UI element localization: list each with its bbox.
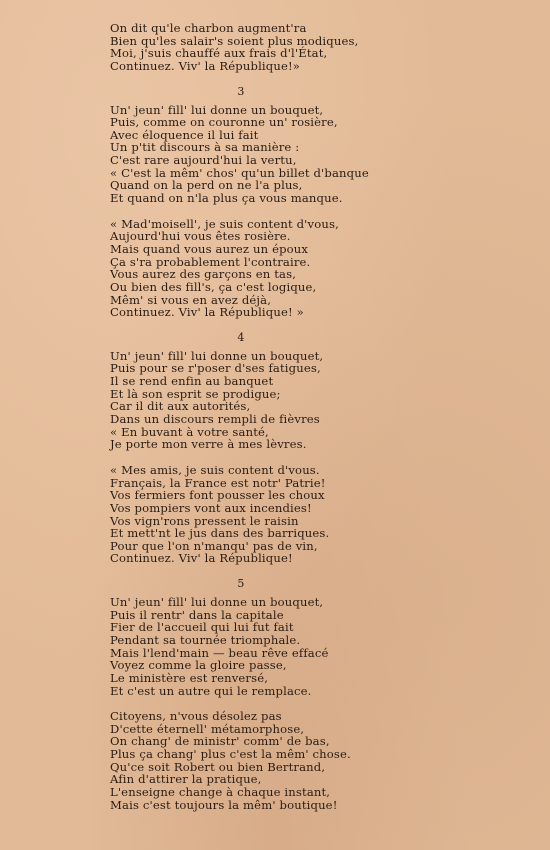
verse-line: On dit qu'le charbon augment'ra [110, 21, 307, 35]
stanza [110, 22, 530, 73]
verse-line: Continuez. Viv' la République!» [110, 58, 301, 73]
verse-line: Avec éloquence il lui fait [110, 127, 259, 142]
verse-line: Mais quand vous aurez un époux [110, 241, 309, 256]
verse-line: Ou bien des fill's, ça c'est logique, [110, 279, 317, 294]
stanza [110, 464, 530, 565]
verse-line: Pendant sa tournée triomphale. [110, 632, 301, 647]
verse-line: Un' jeun' fill' lui donne un bouquet, [110, 595, 324, 610]
verse-line: Moi, j'suis chauffé aux frais d'l'État, [110, 46, 328, 61]
stanza [110, 596, 530, 697]
verse-line: On chang' de ministr' comm' de bas, [110, 734, 330, 749]
verse-line: Puis, comme on couronne un' rosière, [110, 115, 338, 130]
verse-line: Dans un discours rempli de fièvres [110, 412, 320, 427]
stanza [110, 710, 530, 811]
verse-line: Vous aurez des garçons en tas, [110, 267, 297, 282]
verse-line: Puis pour se r'poser d'ses fatigues, [110, 361, 321, 376]
verse-line: Pour que l'on n'manqu' pas de vin, [110, 538, 318, 553]
verse-line: D'cette éternell' métamorphose, [110, 721, 305, 736]
verse-line: Et là son esprit se prodigue; [110, 386, 281, 401]
verse-line: Je porte mon verre à mes lèvres. [110, 437, 307, 452]
stanza-number: 5 [237, 577, 245, 591]
verse-line: Afin d'attirer la pratique, [110, 772, 262, 787]
verse-line: Quand on la perd on ne l'a plus, [110, 178, 303, 193]
verse-line: Et quand on n'la plus ça vous manque. [110, 191, 343, 206]
verse-line: Mêm' si vous en avez déjà, [110, 292, 272, 307]
verse-line: Fier de l'accueil qui lui fut fait [110, 620, 294, 635]
verse-line: Vos fermiers font pousser les choux [110, 488, 325, 503]
verse-line: Et mett'nt le jus dans des barriques. [110, 526, 330, 541]
stanza-number: 4 [237, 330, 245, 344]
verse-line: Mais l'lend'main — beau rêve effacé [110, 645, 329, 660]
verse-line: Français, la France est notr' Patrie! [110, 475, 326, 490]
verse-line: C'est rare aujourd'hui la vertu, [110, 153, 297, 168]
verse-line: Continuez. Viv' la République! » [110, 305, 304, 320]
verse-line: « Mad'moisell', je suis content d'vous, [110, 216, 339, 231]
verse-line: Car il dit aux autorités, [110, 399, 251, 414]
stanza [110, 218, 530, 319]
verse-line: Qu'ce soit Robert ou bien Bertrand, [110, 759, 326, 774]
verse-line: « Mes amis, je suis content d'vous. [110, 462, 320, 477]
verse-line: Vos vign'rons pressent le raisin [110, 513, 299, 528]
verse-line: Continuez. Viv' la République! [110, 551, 293, 566]
verse-line: Vos pompiers vont aux incendies! [110, 500, 312, 515]
verse-line: Un p'tit discours à sa manière : [110, 140, 300, 155]
verse-line: Bien qu'les salair's soient plus modiques, [110, 33, 359, 48]
verse-line: Mais c'est toujours la mêm' boutique! [110, 797, 338, 812]
verse-line: Un' jeun' fill' lui donne un bouquet, [110, 348, 324, 363]
verse-line: Voyez comme la gloire passe, [110, 658, 287, 673]
verse-line: Plus ça chang' plus c'est la mêm' chose. [110, 747, 351, 762]
verse-line: L'enseigne change à chaque instant, [110, 785, 331, 800]
stanza [110, 350, 530, 451]
verse-line: Et c'est un autre qui le remplace. [110, 683, 312, 698]
verse-line: Le ministère est renversé, [110, 670, 269, 685]
verse-line: « En buvant à votre santé, [110, 424, 269, 439]
verse-line: Il se rend enfin au banquet [110, 374, 274, 389]
verse-line: Ça s'ra probablement l'contraire. [110, 254, 311, 269]
verse-line: « C'est la mêm' chos' qu'un billet d'banque [110, 165, 369, 180]
stanza [110, 104, 530, 205]
verse-line: Puis il rentr' dans la capitale [110, 607, 284, 622]
verse-line: Citoyens, n'vous désolez pas [110, 709, 282, 724]
poem-text [110, 22, 530, 824]
verse-line: Un' jeun' fill' lui donne un bouquet, [110, 102, 324, 117]
stanza-number: 3 [237, 84, 245, 98]
verse-line: Aujourd'hui vous êtes rosière. [110, 229, 291, 244]
